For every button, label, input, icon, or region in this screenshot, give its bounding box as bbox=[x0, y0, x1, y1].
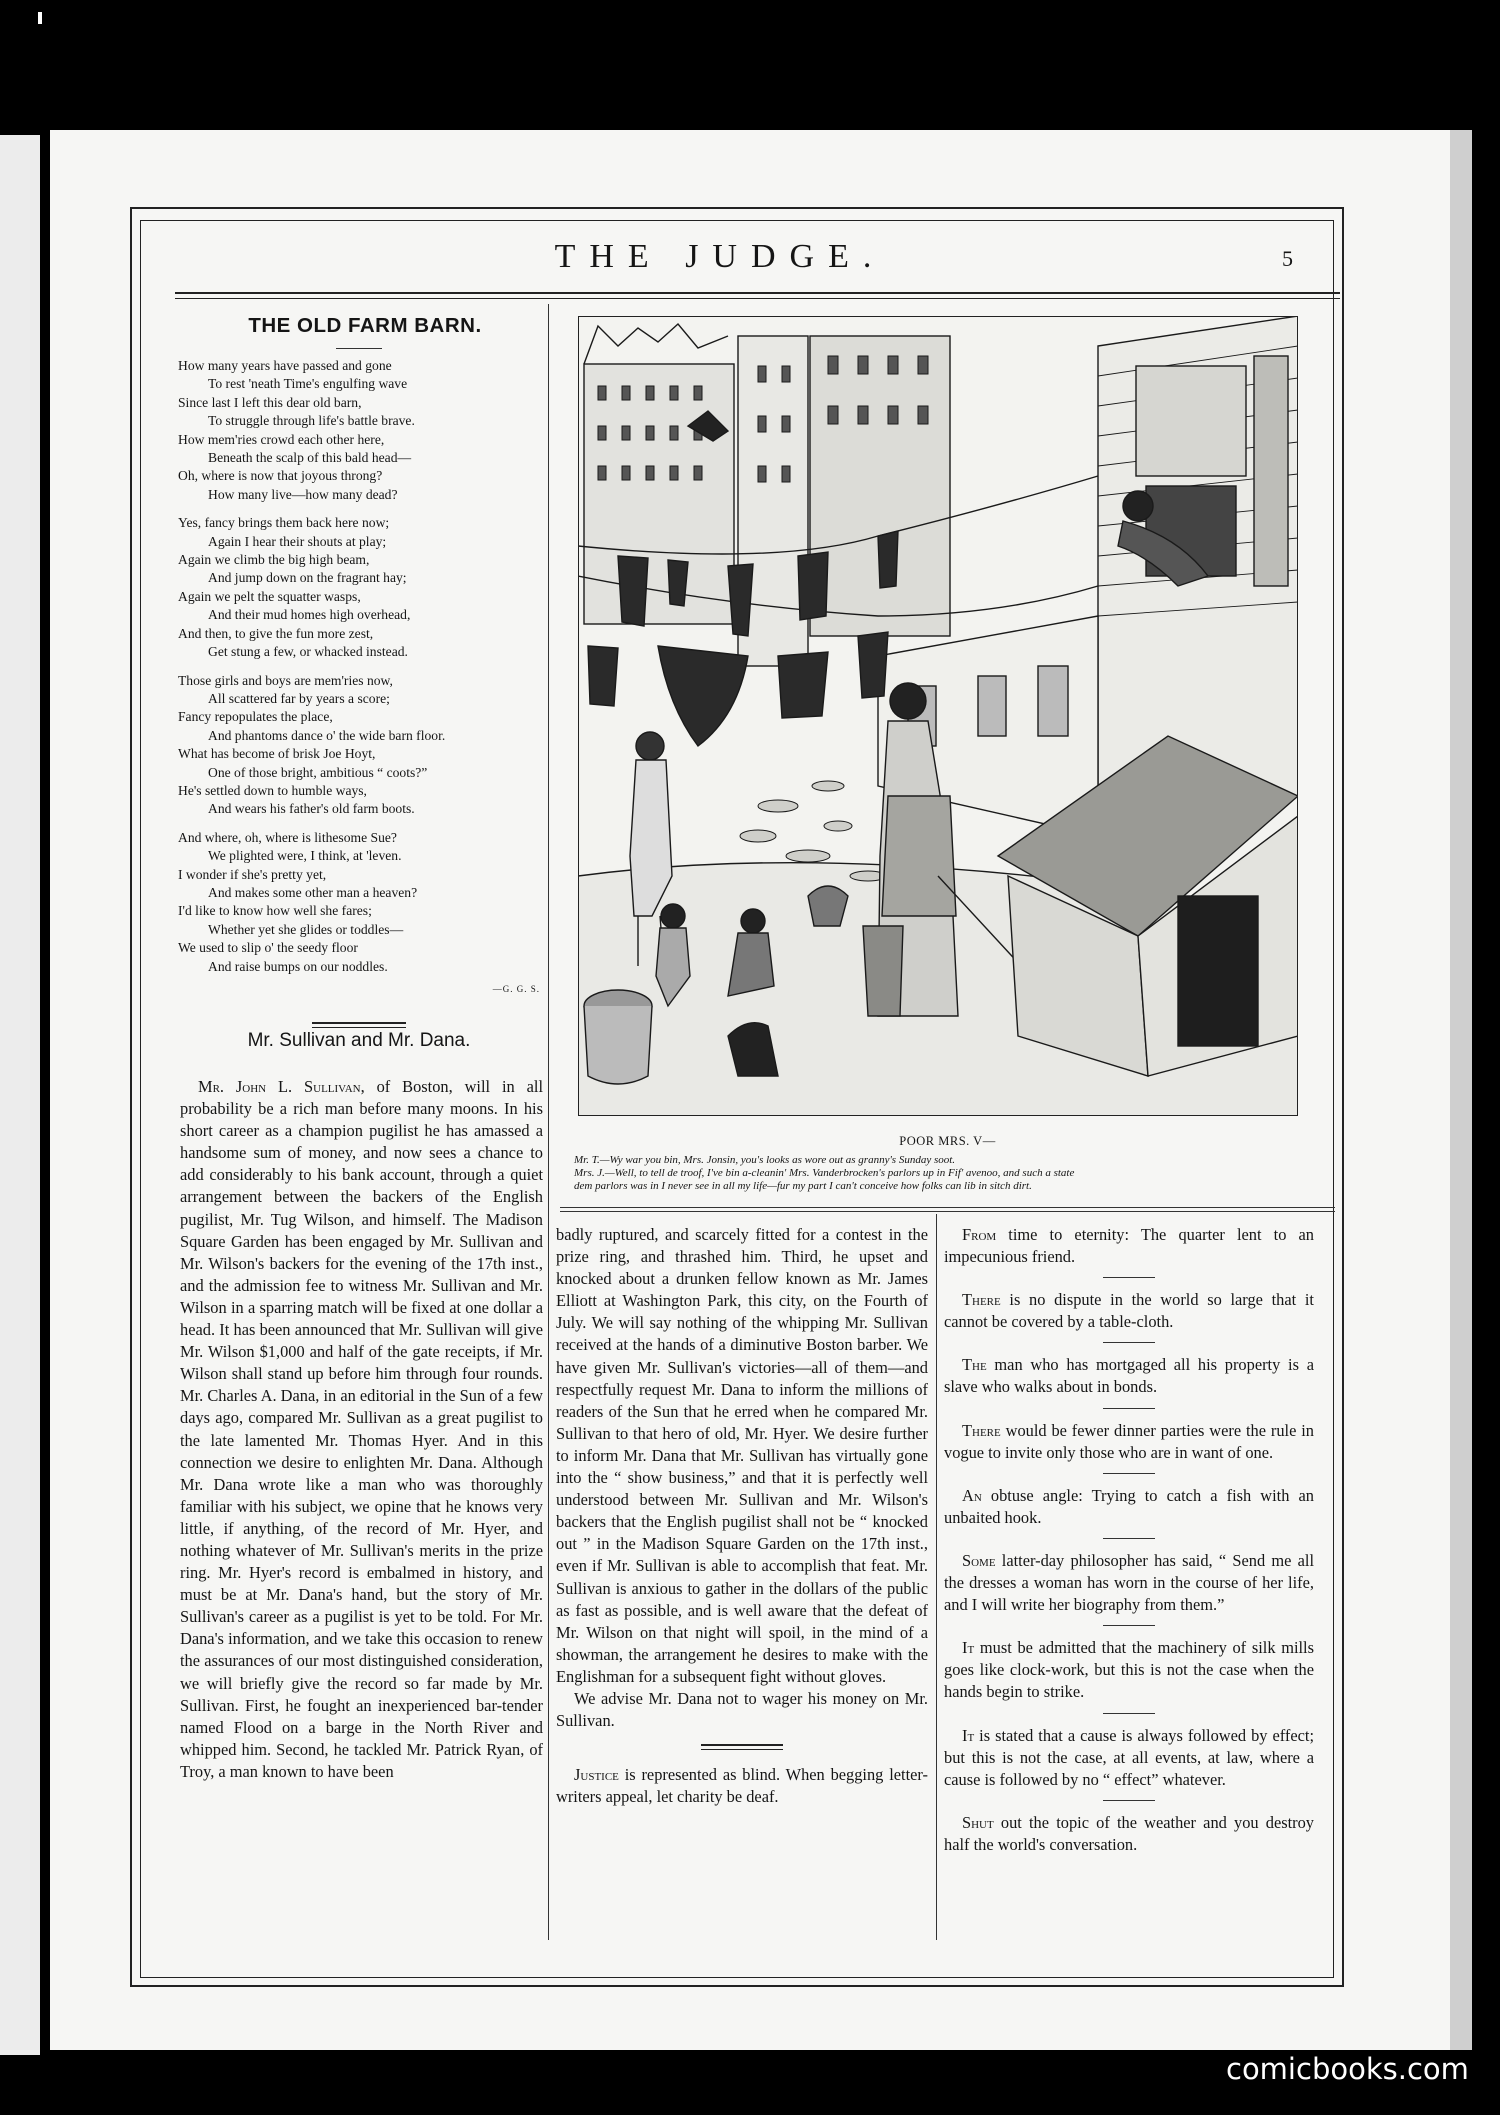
paragraph-lead: It bbox=[962, 1638, 975, 1658]
paragraph bbox=[944, 1637, 1314, 1703]
poem-line: He's settled down to humble ways, bbox=[178, 782, 367, 798]
paragraph bbox=[944, 1289, 1314, 1333]
paragraph bbox=[944, 1420, 1314, 1464]
column-divider-left bbox=[548, 304, 549, 1940]
paragraph-text: is no dispute in the world so large that it cannot be covered by a table-cloth. bbox=[944, 1290, 1314, 1332]
poem-line: How mem'ries crowd each other here, bbox=[178, 431, 385, 447]
poem-line: To struggle through life's battle brave. bbox=[208, 413, 415, 429]
article-text-1: of Boston, will in all probability be a rich man before many moons. In his short career as a champion pugilist he has amassed a handsome sum of money, and now sees a chance to add considerably to his bank account, through a quiet arrangement between the backers of the English pugilist, Mr. Tug Wilson, and himself. The Madison Square Garden has been engaged by Mr. Sullivan and Mr. Wilson's backers for the evening of the 17th inst., and the admission fee to witness Mr. Sullivan and Mr. Wilson in a sparring match will be fixed at one dollar a head. It has been announced that Mr. Sullivan will give Mr. Wilson $1,000 and half of the gate receipts, if Mr. Wilson shall stand up before him through four rounds. Mr. Charles A. Dana, in an editorial in the Sun of a few days ago, compared Mr. Sullivan as a great pugilist to the late lamented Mr. Thomas Hyer. And in this connection we desire to enlighten Mr. Dana. Although Mr. Dana wrote like a man who was thoroughly familiar with his subject, we opine that he knows very little, if anything, of the record of Mr. Hyer, and nothing whatever of Mr. Sullivan's merits in the prize ring. Mr. Hyer's record is embalmed in history, and must be at Mr. Dana's hand, but the story of Mr. Sullivan's career as a pugilist is yet to be told. For Mr. Dana's information, and we take this occasion to renew the assurances of our most distinguished consideration, we will briefly give the record so far made by Mr. Sullivan. First, he fought an inexperienced bar-tender named Flood on a barge in the North River and whipped him. Second, he tackled Mr. Patrick Ryan, of Troy, a man known to have been bbox=[180, 1077, 543, 1781]
poem-stanza bbox=[178, 357, 540, 504]
article-column-2 bbox=[556, 1224, 928, 1808]
illustration-poor-mrs-v bbox=[578, 316, 1298, 1116]
article-text-3: We advise Mr. Dana not to wager his money on Mr. Sullivan. bbox=[556, 1688, 928, 1731]
poem-line: Oh, where is now that joyous throng? bbox=[178, 468, 383, 484]
paragraph-divider bbox=[1103, 1538, 1155, 1539]
paragraph-text: is represented as blind. When begging letter-writers appeal, let charity be deaf. bbox=[556, 1765, 928, 1807]
paragraph-text: is stated that a cause is always followed by effect; but this is not the case, at all events, at law, where a cause is followed by no “ effect” whatever. bbox=[944, 1725, 1314, 1789]
page-number: 5 bbox=[1282, 246, 1293, 271]
poem-line: And wears his father's old farm boots. bbox=[208, 801, 415, 817]
paragraph-lead: It bbox=[962, 1725, 975, 1745]
caption-line: Mrs. J.—Well, to tell de troof, I've bin a-cleanin' Mrs. Vanderbrocken's parlors up in Fif' avenoo, and such a state bbox=[574, 1167, 1075, 1179]
paragraph-text: out the topic of the weather and you destroy half the world's conversation. bbox=[944, 1812, 1314, 1854]
paragraph-divider bbox=[1103, 1713, 1155, 1714]
paragraph-lead: From bbox=[962, 1225, 997, 1244]
illustration-rule bbox=[560, 1207, 1335, 1208]
facing-page-edge bbox=[0, 135, 40, 2055]
page-stack-edge bbox=[1450, 130, 1472, 2050]
caption-line: Mr. T.—Wy war you bin, Mrs. Jonsin, you's looks as wore out as granny's Sunday soot. bbox=[574, 1154, 956, 1166]
paragraph-text: must be admitted that the machinery of silk mills goes like clock-work, but this is not the case when the hands begin to strike. bbox=[944, 1638, 1314, 1702]
poem-line: I wonder if she's pretty yet, bbox=[178, 866, 327, 882]
paragraph-lead: There bbox=[962, 1420, 1001, 1440]
section-divider bbox=[312, 1022, 406, 1028]
poem-line: I'd like to know how well she fares; bbox=[178, 903, 372, 919]
caption-line: dem parlors was in I never see in all my life—fur my part I can't conceive how folks can lib in sitch dirt. bbox=[574, 1180, 1032, 1192]
poem-line: All scattered far by years a score; bbox=[208, 690, 390, 706]
paragraph-lead: Some bbox=[962, 1550, 996, 1570]
poem-line: Since last I left this dear old barn, bbox=[178, 394, 362, 410]
poem-line: Again we pelt the squatter wasps, bbox=[178, 588, 361, 604]
paragraph bbox=[944, 1725, 1314, 1791]
paragraph-lead: Justice bbox=[574, 1765, 619, 1785]
paragraph-text: latter-day philosopher has said, “ Send me all the dresses a woman has worn in the course of her life, and I will write her biography from them.” bbox=[944, 1550, 1314, 1615]
paragraph-divider bbox=[1103, 1473, 1155, 1474]
watermark: comicbooks.com bbox=[1226, 2052, 1469, 2086]
poem-line: Get stung a few, or whacked instead. bbox=[208, 644, 408, 660]
illustration-caption-title: POOR MRS. V— bbox=[899, 1134, 996, 1148]
poem-line: Yes, fancy brings them back here now; bbox=[178, 515, 390, 531]
poem-line: Those girls and boys are mem'ries now, bbox=[178, 672, 393, 688]
paragraph-divider bbox=[1103, 1625, 1155, 1626]
poem-line: Beneath the scalp of this bald head— bbox=[208, 450, 412, 466]
poem-line: And phantoms dance o' the wide barn floor. bbox=[208, 727, 446, 743]
masthead-title: THE JUDGE. bbox=[554, 238, 886, 275]
poem-stanzas bbox=[178, 357, 540, 976]
paragraph-lead: An bbox=[962, 1485, 982, 1505]
illustration-rule-thin bbox=[560, 1211, 1335, 1212]
column-divider-right bbox=[936, 1214, 937, 1940]
paragraph-text: would be fewer dinner parties were the rule in vogue to invite only those who are in want of one. bbox=[944, 1420, 1314, 1462]
poem-line: And raise bumps on our noddles. bbox=[208, 958, 388, 974]
poem-line: Fancy repopulates the place, bbox=[178, 709, 333, 725]
poem-line: And then, to give the fun more zest, bbox=[178, 625, 374, 641]
paragraph-divider bbox=[1103, 1408, 1155, 1409]
masthead-rule bbox=[175, 292, 1340, 294]
paragraph-text: time to eternity: The quarter lent to an impecunious friend. bbox=[944, 1225, 1314, 1267]
poem-line: We plighted were, I think, at 'leven. bbox=[208, 848, 402, 864]
poem-line: Whether yet she glides or toddles— bbox=[208, 921, 404, 937]
poem-line: To rest 'neath Time's engulfing wave bbox=[208, 376, 408, 392]
poem-line: What has become of brisk Joe Hoyt, bbox=[178, 746, 376, 762]
paragraph-text: man who has mortgaged all his property is a slave who walks about in bonds. bbox=[944, 1355, 1314, 1397]
poem-line: Again we climb the big high beam, bbox=[178, 552, 370, 568]
poem-stanza bbox=[178, 672, 540, 819]
poem-stanza bbox=[178, 829, 540, 976]
article-text-2: badly ruptured, and scarcely fitted for a contest in the prize ring, and thrashed him. Third, he upset and knocked about a drunken fellow known as Mr. James Elliott at Washington Park, this city, on the Fourth of July. We will say nothing of the whipping Mr. Sullivan received at the hands of a diminutive Boston barber. We have given Mr. Sullivan's victories—all of them—and respectfully request Mr. Dana to inform the millions of readers of the Sun that he erred when he compared Mr. Sullivan to that hero of old, Mr. Hyer. We desire further to inform Mr. Dana that Mr. Sullivan has virtually gone into the “ show business,” and that it is perfectly well understood between Mr. Sullivan and Mr. Wilson's backers that the English pugilist shall not be “ knocked out ” in the Madison Square Garden on the 17th inst., even if Mr. Sullivan is able to accomplish that feat. Mr. Sullivan is anxious to gather in the dollars of the public as fast as possible, and is well aware that the defeat of Mr. Wilson on that night will spoil, in the mind of a showman, the arrangement he desires to make with the Englishman for a subsequent fight without gloves. bbox=[556, 1225, 928, 1686]
article-title: Mr. Sullivan and Mr. Dana. bbox=[247, 1030, 471, 1051]
poem-line: One of those bright, ambitious “ coots?” bbox=[208, 764, 428, 780]
poem-line: And where, oh, where is lithesome Sue? bbox=[178, 829, 397, 845]
masthead-rule-thin bbox=[175, 298, 1340, 299]
poem-line: How many live—how many dead? bbox=[208, 486, 398, 502]
poem-line: And their mud homes high overhead, bbox=[208, 607, 411, 623]
poem bbox=[178, 308, 540, 1028]
article-column-1 bbox=[180, 1076, 543, 1783]
paragraph bbox=[944, 1812, 1314, 1856]
section-divider bbox=[701, 1744, 783, 1750]
paragraphs-column bbox=[944, 1224, 1314, 1856]
corner-mark bbox=[38, 12, 42, 24]
poem-line: We used to slip o' the seedy floor bbox=[178, 940, 358, 956]
illustration-caption bbox=[574, 1154, 1334, 1193]
poem-line: And makes some other man a heaven? bbox=[208, 884, 418, 900]
paragraph-lead: There bbox=[962, 1290, 1001, 1310]
paragraph-divider bbox=[1103, 1277, 1155, 1278]
paragraph bbox=[944, 1485, 1314, 1529]
poem-stanza bbox=[178, 514, 540, 661]
poem-line: Again I hear their shouts at play; bbox=[208, 533, 387, 549]
poem-line: And jump down on the fragrant hay; bbox=[208, 570, 407, 586]
paragraph bbox=[944, 1224, 1314, 1268]
paragraph bbox=[944, 1550, 1314, 1616]
paragraph-lead: The bbox=[962, 1355, 987, 1375]
paragraph-divider bbox=[1103, 1800, 1155, 1801]
paragraph bbox=[944, 1354, 1314, 1398]
article-lead: Mr. John L. Sullivan, bbox=[198, 1077, 365, 1096]
paragraph-text: obtuse angle: Trying to catch a fish with an unbaited hook. bbox=[944, 1485, 1314, 1527]
poem-signature: —G. G. S. bbox=[492, 984, 540, 994]
paragraph-divider bbox=[1103, 1342, 1155, 1343]
poem-line: How many years have passed and gone bbox=[178, 358, 392, 373]
poem-title: THE OLD FARM BARN. bbox=[248, 314, 482, 337]
paragraph-lead: Shut bbox=[962, 1812, 994, 1832]
poem-title-rule bbox=[336, 348, 382, 349]
